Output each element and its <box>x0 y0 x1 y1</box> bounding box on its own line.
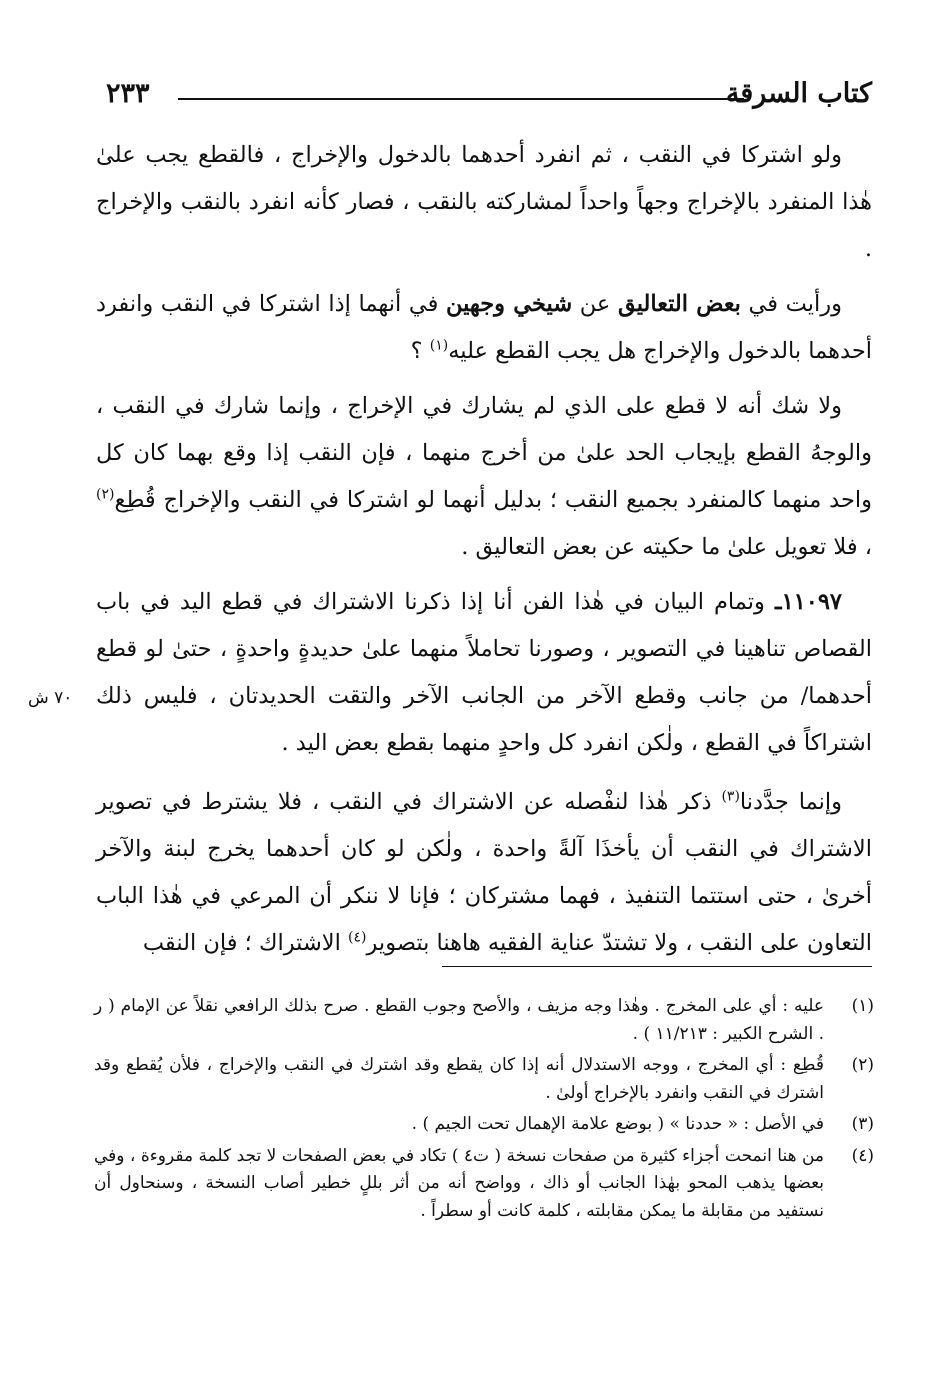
footnote-item <box>94 1052 874 1107</box>
paragraph-text: وتمام البيان في هٰذا الفن أنا إذا ذكرنا الاشتراك في قطع اليد في باب القصاص تناهينا في التصوير ، وصورنا تحاملاً منهما علىٰ حديدةٍ واحدةٍ ، حتىٰ لو قطع أحدهما/ من جانب وقطع الآخر من الجانب الآخر والتقت الحديدتان ، فليس ذلك اشتراكاً في القطع ، ولٰكن انفرد كل واحدٍ منهما بقطع بعض اليد . <box>96 589 872 756</box>
bold-source-term: شيخي وجهين <box>445 291 573 317</box>
footnote-ref: (٤) <box>348 929 367 946</box>
chapter-title: كتاب السرقة <box>725 78 872 109</box>
footnote-item <box>94 993 874 1048</box>
main-text <box>96 132 872 975</box>
paragraph-2 <box>96 281 872 375</box>
running-header <box>96 72 872 116</box>
footnote-item <box>94 1143 874 1226</box>
footnote-text: من هنا انمحت أجزاء كثيرة من صفحات نسخة ( ت٤ ) تكاد في بعض الصفحات لا تجد كلمة مقروءة ، وفي بعضها يذهب المحو بهٰذا الجانب أو ذاك ، وواضح أنه من أثر بللٍ خطير أصاب النسخة ، وسنحاول أن نستفيد من مقابلة ما يمكن مقابلته ، كلمة كانت أو سطراً . <box>94 1145 825 1221</box>
footnote-number: (١) <box>851 996 874 1016</box>
footnote-ref: (٣) <box>721 788 740 805</box>
footnote-ref: (٢) <box>96 486 115 503</box>
paragraph-text: ولو اشتركا في النقب ، ثم انفرد أحدهما بالدخول والإخراج ، فالقطع يجب علىٰ هٰذا المنفرد بالإخراج وجهاً واحداً لمشاركته بالنقب ، فصار كأنه انفرد بالنقب والإخراج . <box>96 142 872 262</box>
paragraph-1 <box>96 132 872 273</box>
section-number: ١١٠٩٧ـ <box>774 589 842 615</box>
footnote-number: (٤) <box>851 1145 874 1166</box>
header-rule <box>178 98 744 100</box>
footnote-number: (٢) <box>851 1055 874 1075</box>
bold-source-term: بعض التعاليق <box>617 291 741 317</box>
page-number: ٢٣٣ <box>106 78 150 109</box>
footnote-separator <box>442 966 872 967</box>
paragraph-text: ؟ <box>410 338 430 364</box>
footnote-text: عليه : أي على المخرج . وهٰذا وجه مزيف ، والأصح وجوب القطع . صرح بذلك الرافعي نقلاً عن الإمام ( ر . الشرح الكبير : ١١/٢١٣ ) . <box>94 996 824 1044</box>
paragraph-text: الاشتراك ؛ فإن النقب <box>142 930 349 956</box>
paragraph-text: عن <box>572 291 618 317</box>
paragraph-text: ذكر هٰذا لنفْصله عن الاشتراك في النقب ، فلا يشترط في تصوير الاشتراك في النقب أن يأخذَا آلةً واحدة ، ولٰكن لو كان أحدهما يخرج لبنة والآخر أخرىٰ ، حتى استتما التنفيذ ، فهما مشتركان ؛ فإنا لا ننكر أن المرعي في هٰذا الباب التعاون على النقب ، ولا تشتدّ عناية الفقيه هاهنا بتصوير <box>96 789 872 956</box>
paragraph-4 <box>96 579 872 767</box>
footnotes <box>94 993 874 1229</box>
paragraph-3 <box>96 383 872 571</box>
footnote-ref: (١) <box>429 337 449 354</box>
paragraph-text: وإنما جدَّدنا <box>739 789 842 815</box>
paragraph-text: ورأيت في <box>740 291 843 317</box>
paragraph-text: في أنهما إذا اشتركا في النقب وانفرد أحدهما بالدخول والإخراج هل يجب القطع عليه <box>96 291 872 364</box>
footnote-number: (٣) <box>851 1114 874 1134</box>
footnote-text: في الأصل : « حددنا » ( بوضع علامة الإهمال تحت الجيم ) . <box>411 1114 824 1134</box>
paragraph-5 <box>96 779 872 967</box>
paragraph-text: ، فلا تعويل علىٰ ما حكيته عن بعض التعاليق . <box>461 534 872 560</box>
footnote-text: قُطِع : أي المخرج ، ووجه الاستدلال أنه إذا كان يقطع وقد اشترك في النقب والإخراج ، فلأن يُقطع وقد اشترك في النقب وانفرد بالإخراج أولىٰ . <box>94 1055 824 1103</box>
paragraph-text: ولا شك أنه لا قطع على الذي لم يشارك في الإخراج ، وإنما شارك في النقب ، والوجهُ القطع بإيجاب الحد علىٰ من أخرج منهما ، فإن النقب إذا وقع بهما كان كل واحد منهما كالمنفرد بجميع النقب ؛ بدليل أنهما لو اشتركا في النقب والإخراج قُطِع <box>96 393 872 513</box>
margin-folio-note: ٧٠ ش <box>28 688 73 708</box>
footnote-item <box>94 1111 874 1139</box>
